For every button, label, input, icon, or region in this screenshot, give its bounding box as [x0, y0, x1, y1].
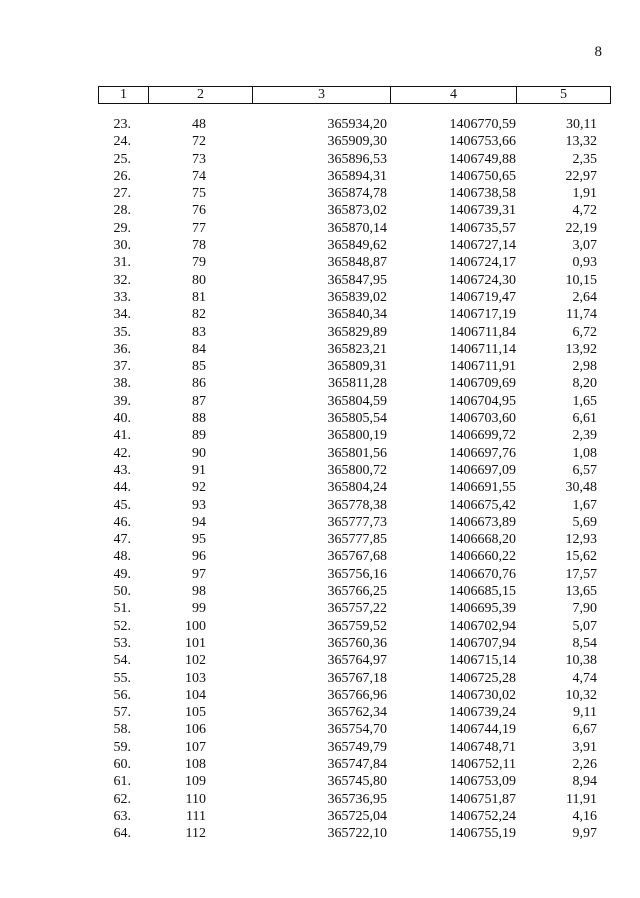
y-coordinate-cell: 1406699,72: [449, 428, 516, 444]
x-coordinate-cell: 365754,70: [327, 722, 387, 738]
x-coordinate-cell: 365778,38: [327, 497, 387, 513]
y-coordinate-cell: 1406711,84: [450, 324, 516, 340]
y-coordinate-cell: 1406707,94: [449, 635, 516, 651]
table-row: [0, 462, 640, 479]
row-number-cell: 31.: [113, 255, 131, 271]
row-number-cell: 36.: [113, 341, 131, 357]
row-number-cell: 48.: [113, 549, 131, 565]
row-number-cell: 27.: [113, 186, 131, 202]
table-row: [0, 652, 640, 669]
y-coordinate-cell: 1406717,19: [449, 307, 516, 323]
table-row: [0, 566, 640, 583]
y-coordinate-cell: 1406770,59: [449, 117, 516, 132]
y-coordinate-cell: 1406695,39: [449, 601, 516, 617]
x-coordinate-cell: 365764,97: [327, 653, 387, 669]
distance-cell: 9,97: [572, 826, 597, 842]
y-coordinate-cell: 1406715,14: [449, 653, 516, 669]
table-row: [0, 739, 640, 756]
row-number-cell: 44.: [113, 480, 131, 496]
y-coordinate-cell: 1406748,71: [449, 739, 516, 755]
point-id-cell: 108: [185, 756, 206, 772]
table-row: [0, 151, 640, 168]
point-id-cell: 88: [192, 411, 206, 427]
x-coordinate-cell: 365811,28: [328, 376, 387, 392]
distance-cell: 5,07: [572, 618, 597, 634]
distance-cell: 6,67: [572, 722, 597, 738]
row-number-cell: 35.: [113, 324, 131, 340]
row-number-cell: 51.: [113, 601, 131, 617]
row-number-cell: 37.: [113, 359, 131, 375]
distance-cell: 3,07: [572, 238, 597, 254]
row-number-cell: 59.: [113, 739, 131, 755]
point-id-cell: 81: [192, 289, 206, 305]
y-coordinate-cell: 1406738,58: [449, 186, 516, 202]
row-number-cell: 34.: [113, 307, 131, 323]
table-row: [0, 687, 640, 704]
distance-cell: 4,72: [572, 203, 597, 219]
distance-cell: 11,74: [566, 307, 597, 323]
distance-cell: 22,97: [565, 168, 597, 184]
point-id-cell: 112: [185, 826, 206, 842]
x-coordinate-cell: 365759,52: [327, 618, 387, 634]
point-id-cell: 111: [186, 808, 206, 824]
distance-cell: 6,61: [572, 411, 597, 427]
row-number-cell: 29.: [113, 220, 131, 236]
y-coordinate-cell: 1406675,42: [449, 497, 516, 513]
table-row: [0, 393, 640, 410]
x-coordinate-cell: 365766,25: [327, 584, 387, 600]
x-coordinate-cell: 365747,84: [327, 756, 387, 772]
distance-cell: 3,91: [572, 739, 597, 755]
point-id-cell: 74: [192, 168, 206, 184]
table-row: [0, 427, 640, 444]
table-row: [0, 618, 640, 635]
table-row: [0, 445, 640, 462]
row-number-cell: 56.: [113, 687, 131, 703]
distance-cell: 8,54: [572, 635, 597, 651]
x-coordinate-cell: 365757,22: [327, 601, 387, 617]
y-coordinate-cell: 1406711,14: [450, 341, 516, 357]
distance-cell: 2,35: [572, 151, 597, 167]
point-id-cell: 104: [185, 687, 206, 703]
point-id-cell: 101: [185, 635, 206, 651]
table-row: [0, 721, 640, 738]
column-header-5: 5: [517, 87, 611, 104]
row-number-cell: 64.: [113, 826, 131, 842]
row-number-cell: 58.: [113, 722, 131, 738]
x-coordinate-cell: 365722,10: [327, 826, 387, 842]
column-header-1: 1: [99, 87, 149, 104]
row-number-cell: 53.: [113, 635, 131, 651]
distance-cell: 2,98: [572, 359, 597, 375]
table-row: [0, 410, 640, 427]
y-coordinate-cell: 1406735,57: [449, 220, 516, 236]
row-number-cell: 50.: [113, 584, 131, 600]
y-coordinate-cell: 1406724,17: [449, 255, 516, 271]
table-row: [0, 202, 640, 219]
y-coordinate-cell: 1406691,55: [449, 480, 516, 496]
x-coordinate-cell: 365823,21: [327, 341, 387, 357]
y-coordinate-cell: 1406670,76: [449, 566, 516, 582]
x-coordinate-cell: 365725,04: [327, 808, 387, 824]
y-coordinate-cell: 1406755,19: [449, 826, 516, 842]
table-row: [0, 704, 640, 721]
row-number-cell: 54.: [113, 653, 131, 669]
distance-cell: 1,67: [572, 497, 597, 513]
distance-cell: 10,38: [565, 653, 597, 669]
y-coordinate-cell: 1406725,28: [449, 670, 516, 686]
y-coordinate-cell: 1406697,09: [449, 462, 516, 478]
point-id-cell: 72: [192, 134, 206, 150]
x-coordinate-cell: 365736,95: [327, 791, 387, 807]
row-number-cell: 61.: [113, 774, 131, 790]
y-coordinate-cell: 1406685,15: [449, 584, 516, 600]
table-row: [0, 254, 640, 271]
table-row: [0, 600, 640, 617]
y-coordinate-cell: 1406703,60: [449, 411, 516, 427]
x-coordinate-cell: 365745,80: [327, 774, 387, 790]
point-id-cell: 73: [192, 151, 206, 167]
distance-cell: 1,65: [572, 393, 597, 409]
point-id-cell: 100: [185, 618, 206, 634]
x-coordinate-cell: 365767,18: [327, 670, 387, 686]
point-id-cell: 97: [192, 566, 206, 582]
point-id-cell: 78: [192, 238, 206, 254]
column-header-row: [99, 87, 611, 104]
column-header-4: 4: [391, 87, 517, 104]
y-coordinate-cell: 1406702,94: [449, 618, 516, 634]
point-id-cell: 102: [185, 653, 206, 669]
y-coordinate-cell: 1406668,20: [449, 532, 516, 548]
point-id-cell: 80: [192, 272, 206, 288]
x-coordinate-cell: 365873,02: [327, 203, 387, 219]
table-row: [0, 237, 640, 254]
row-number-cell: 33.: [113, 289, 131, 305]
row-number-cell: 43.: [113, 462, 131, 478]
point-id-cell: 75: [192, 186, 206, 202]
x-coordinate-cell: 365909,30: [327, 134, 387, 150]
table-row: [0, 289, 640, 306]
distance-cell: 2,64: [572, 289, 597, 305]
point-id-cell: 85: [192, 359, 206, 375]
point-id-cell: 105: [185, 705, 206, 721]
row-number-cell: 46.: [113, 514, 131, 530]
row-number-cell: 24.: [113, 134, 131, 150]
column-header-table: [98, 86, 611, 104]
row-number-cell: 26.: [113, 168, 131, 184]
x-coordinate-cell: 365934,20: [327, 117, 387, 132]
row-number-cell: 39.: [113, 393, 131, 409]
distance-cell: 4,74: [572, 670, 597, 686]
table-row: [0, 116, 640, 133]
x-coordinate-cell: 365847,95: [327, 272, 387, 288]
row-number-cell: 49.: [113, 566, 131, 582]
distance-cell: 30,11: [566, 117, 597, 132]
point-id-cell: 77: [192, 220, 206, 236]
y-coordinate-cell: 1406753,09: [449, 774, 516, 790]
table-row: [0, 220, 640, 237]
distance-cell: 8,94: [572, 774, 597, 790]
point-id-cell: 109: [185, 774, 206, 790]
row-number-cell: 38.: [113, 376, 131, 392]
distance-cell: 12,93: [565, 532, 597, 548]
table-row: [0, 531, 640, 548]
y-coordinate-cell: 1406673,89: [449, 514, 516, 530]
row-number-cell: 62.: [113, 791, 131, 807]
row-number-cell: 30.: [113, 238, 131, 254]
x-coordinate-cell: 365896,53: [327, 151, 387, 167]
point-id-cell: 103: [185, 670, 206, 686]
x-coordinate-cell: 365804,59: [327, 393, 387, 409]
distance-cell: 17,57: [565, 566, 597, 582]
distance-cell: 13,65: [565, 584, 597, 600]
table-row: [0, 272, 640, 289]
x-coordinate-cell: 365777,73: [327, 514, 387, 530]
row-number-cell: 28.: [113, 203, 131, 219]
x-coordinate-cell: 365762,34: [327, 705, 387, 721]
point-id-cell: 107: [185, 739, 206, 755]
point-id-cell: 94: [192, 514, 206, 530]
distance-cell: 13,92: [565, 341, 597, 357]
table-row: [0, 497, 640, 514]
row-number-cell: 40.: [113, 411, 131, 427]
point-id-cell: 90: [192, 445, 206, 461]
table-row: [0, 341, 640, 358]
row-number-cell: 25.: [113, 151, 131, 167]
y-coordinate-cell: 1406719,47: [449, 289, 516, 305]
x-coordinate-cell: 365840,34: [327, 307, 387, 323]
distance-cell: 4,16: [572, 808, 597, 824]
distance-cell: 5,69: [572, 514, 597, 530]
distance-cell: 8,20: [572, 376, 597, 392]
point-id-cell: 84: [192, 341, 206, 357]
table-row: [0, 375, 640, 392]
x-coordinate-cell: 365767,68: [327, 549, 387, 565]
distance-cell: 10,32: [565, 687, 597, 703]
point-id-cell: 79: [192, 255, 206, 271]
distance-cell: 7,90: [572, 601, 597, 617]
distance-cell: 1,08: [572, 445, 597, 461]
x-coordinate-cell: 365894,31: [327, 168, 387, 184]
x-coordinate-cell: 365801,56: [327, 445, 387, 461]
point-id-cell: 106: [185, 722, 206, 738]
table-row: [0, 773, 640, 790]
distance-cell: 30,48: [565, 480, 597, 496]
x-coordinate-cell: 365777,85: [327, 532, 387, 548]
y-coordinate-cell: 1406697,76: [449, 445, 516, 461]
y-coordinate-cell: 1406709,69: [449, 376, 516, 392]
table-row: [0, 133, 640, 150]
x-coordinate-cell: 365749,79: [327, 739, 387, 755]
point-id-cell: 99: [192, 601, 206, 617]
point-id-cell: 96: [192, 549, 206, 565]
y-coordinate-cell: 1406739,31: [449, 203, 516, 219]
y-coordinate-cell: 1406724,30: [449, 272, 516, 288]
row-number-cell: 63.: [113, 808, 131, 824]
x-coordinate-cell: 365766,96: [327, 687, 387, 703]
row-number-cell: 57.: [113, 705, 131, 721]
table-row: [0, 825, 640, 842]
page-number: 8: [594, 44, 602, 60]
table-row: [0, 808, 640, 825]
y-coordinate-cell: 1406752,24: [449, 808, 516, 824]
table-row: [0, 479, 640, 496]
point-id-cell: 87: [192, 393, 206, 409]
y-coordinate-cell: 1406749,88: [449, 151, 516, 167]
y-coordinate-cell: 1406753,66: [449, 134, 516, 150]
distance-cell: 2,39: [572, 428, 597, 444]
point-id-cell: 83: [192, 324, 206, 340]
distance-cell: 6,72: [572, 324, 597, 340]
point-id-cell: 86: [192, 376, 206, 392]
point-id-cell: 92: [192, 480, 206, 496]
row-number-cell: 52.: [113, 618, 131, 634]
y-coordinate-cell: 1406744,19: [449, 722, 516, 738]
row-number-cell: 47.: [113, 532, 131, 548]
point-id-cell: 82: [192, 307, 206, 323]
column-header-2: 2: [149, 87, 253, 104]
y-coordinate-cell: 1406711,91: [450, 359, 516, 375]
y-coordinate-cell: 1406750,65: [449, 168, 516, 184]
point-id-cell: 93: [192, 497, 206, 513]
point-id-cell: 76: [192, 203, 206, 219]
distance-cell: 0,93: [572, 255, 597, 271]
x-coordinate-cell: 365839,02: [327, 289, 387, 305]
distance-cell: 22,19: [565, 220, 597, 236]
y-coordinate-cell: 1406752,11: [450, 756, 516, 772]
distance-cell: 6,57: [572, 462, 597, 478]
point-id-cell: 98: [192, 584, 206, 600]
table-row: [0, 514, 640, 531]
column-header-3: 3: [253, 87, 391, 104]
row-number-cell: 23.: [113, 117, 131, 132]
y-coordinate-cell: 1406739,24: [449, 705, 516, 721]
row-number-cell: 41.: [113, 428, 131, 444]
x-coordinate-cell: 365848,87: [327, 255, 387, 271]
x-coordinate-cell: 365849,62: [327, 238, 387, 254]
x-coordinate-cell: 365809,31: [327, 359, 387, 375]
y-coordinate-cell: 1406660,22: [449, 549, 516, 565]
table-row: [0, 548, 640, 565]
x-coordinate-cell: 365800,72: [327, 462, 387, 478]
row-number-cell: 55.: [113, 670, 131, 686]
distance-cell: 10,15: [565, 272, 597, 288]
row-number-cell: 32.: [113, 272, 131, 288]
x-coordinate-cell: 365805,54: [327, 411, 387, 427]
point-id-cell: 110: [185, 791, 206, 807]
x-coordinate-cell: 365760,36: [327, 635, 387, 651]
table-row: [0, 635, 640, 652]
coordinate-table-body: [0, 116, 640, 842]
x-coordinate-cell: 365804,24: [327, 480, 387, 496]
point-id-cell: 91: [192, 462, 206, 478]
table-row: [0, 185, 640, 202]
row-number-cell: 45.: [113, 497, 131, 513]
distance-cell: 15,62: [565, 549, 597, 565]
y-coordinate-cell: 1406704,95: [449, 393, 516, 409]
table-row: [0, 670, 640, 687]
table-row: [0, 583, 640, 600]
x-coordinate-cell: 365756,16: [327, 566, 387, 582]
table-row: [0, 324, 640, 341]
point-id-cell: 48: [192, 117, 206, 132]
distance-cell: 11,91: [566, 791, 597, 807]
distance-cell: 13,32: [565, 134, 597, 150]
x-coordinate-cell: 365874,78: [327, 186, 387, 202]
table-row: [0, 168, 640, 185]
table-row: [0, 756, 640, 773]
y-coordinate-cell: 1406751,87: [449, 791, 516, 807]
y-coordinate-cell: 1406727,14: [449, 238, 516, 254]
row-number-cell: 42.: [113, 445, 131, 461]
distance-cell: 1,91: [572, 186, 597, 202]
row-number-cell: 60.: [113, 756, 131, 772]
table-row: [0, 306, 640, 323]
point-id-cell: 89: [192, 428, 206, 444]
x-coordinate-cell: 365870,14: [327, 220, 387, 236]
point-id-cell: 95: [192, 532, 206, 548]
distance-cell: 9,11: [573, 705, 597, 721]
x-coordinate-cell: 365829,89: [327, 324, 387, 340]
x-coordinate-cell: 365800,19: [327, 428, 387, 444]
y-coordinate-cell: 1406730,02: [449, 687, 516, 703]
table-row: [0, 358, 640, 375]
table-row: [0, 791, 640, 808]
distance-cell: 2,26: [572, 756, 597, 772]
